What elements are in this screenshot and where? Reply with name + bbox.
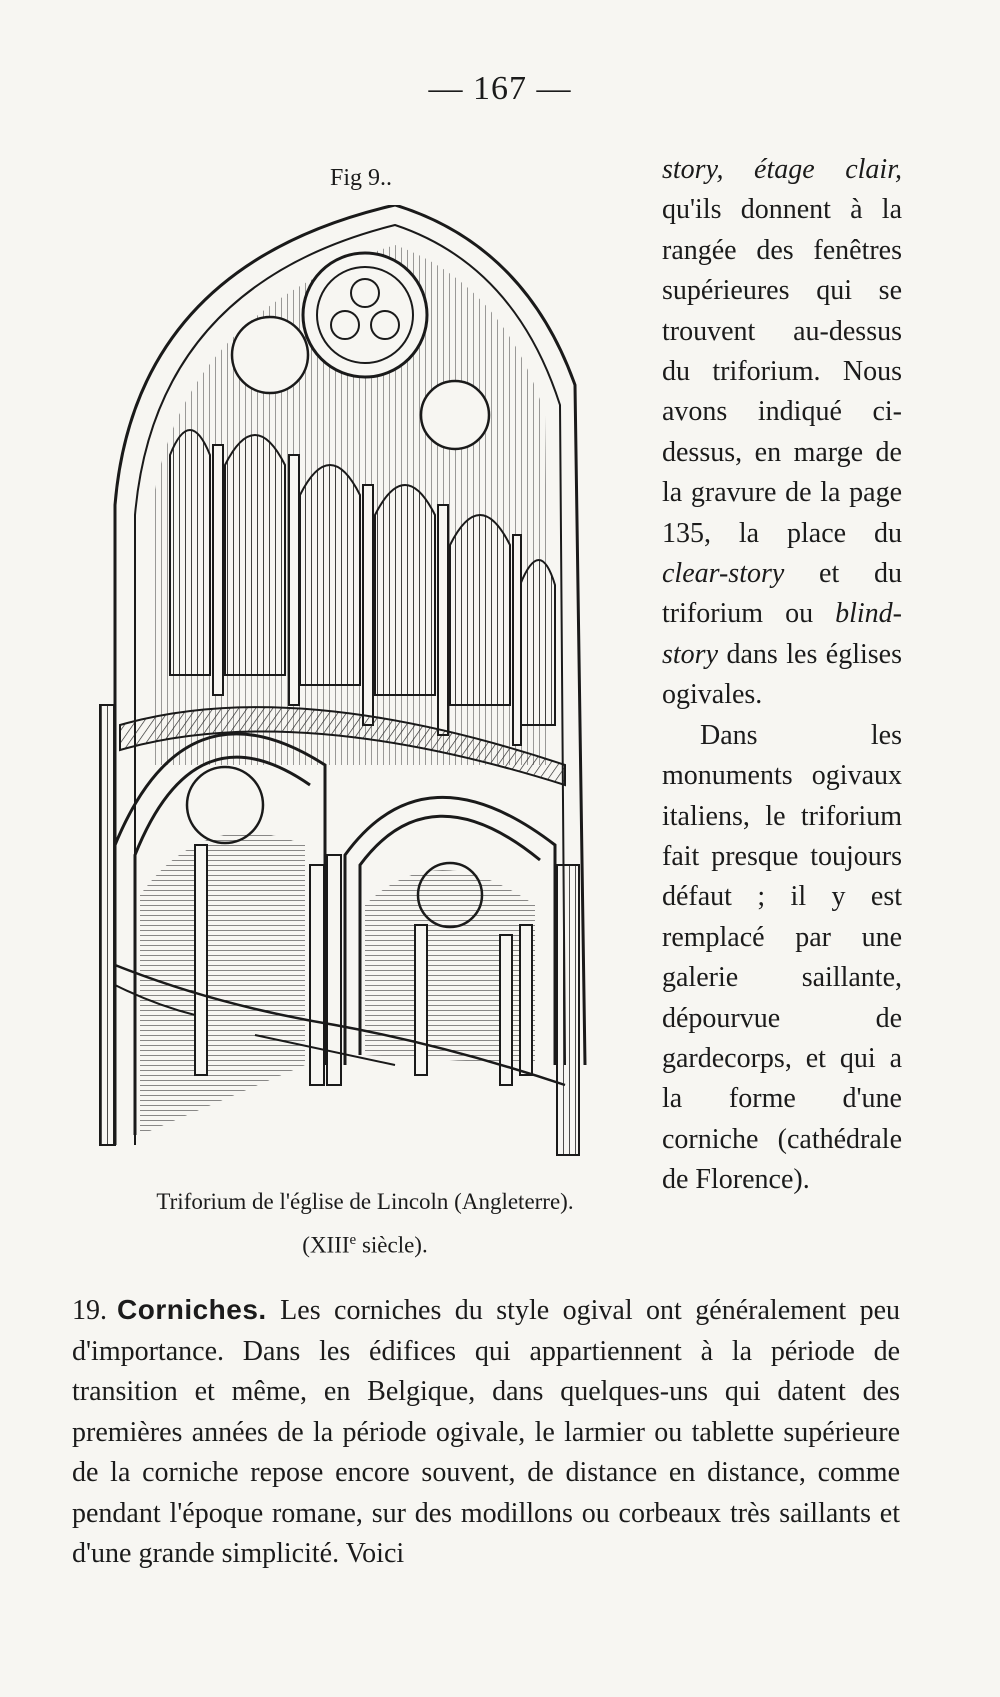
side-text-b: et du triforium ou [662, 558, 902, 630]
side-text-c: dans les églises ogivales. [662, 638, 902, 711]
section-19-paragraph [72, 1290, 900, 1575]
caption-superscript: e [349, 1232, 357, 1248]
engraving-illustration [95, 205, 635, 1175]
section-heading: Corniches. [117, 1294, 267, 1325]
italic-term-clear-story: clear-story [662, 558, 785, 590]
side-paragraph-1 [662, 150, 902, 716]
figure-caption [95, 1183, 635, 1265]
side-paragraph-2: Dans les monuments ogivaux italiens, le triforium fait presque toujours défaut ; il y est remplacé par une galerie saillante, dépourvue de gardecorps, et qui a la forme d'une corniche (cathédrale de Florence). [662, 719, 902, 1196]
italic-term-blind-story: blind-story [662, 598, 902, 670]
caption-line-1: Triforium de l'église de Lincoln (Angleterre). [156, 1189, 574, 1214]
italic-term-story: story, étage clair, [662, 154, 902, 185]
caption-suffix: siècle). [356, 1232, 428, 1258]
side-text-a: qu'ils donnent à la rangée des fenêtres supérieures qui se trouvent au-dessus du triforium. Nous avons indiqué ci-dessus, en marge de la gravure de la page 135, la place du [662, 194, 902, 549]
side-column [662, 150, 902, 1201]
section-body: Les corniches du style ogival ont généralement peu d'importance. Dans les édifices qui appartiennent à la période de transition et même, en Belgique, dans quelques-uns qui datent des premières années de la période ogivale, le larmier ou tablette supérieure de la corniche repose encore souvent, de distance en distance, comme pendant l'époque romane, sur des modillons ou corbeaux très saillants et d'une grande simplicité. Voici [72, 1295, 900, 1569]
caption-century: (XIII [302, 1232, 350, 1258]
section-number: 19. [72, 1295, 107, 1326]
figure-label: Fig 9.. [330, 165, 393, 191]
page-number: — 167 — [428, 70, 572, 107]
caption-line-2 [95, 1221, 635, 1265]
triforium-engraving [95, 205, 635, 1175]
